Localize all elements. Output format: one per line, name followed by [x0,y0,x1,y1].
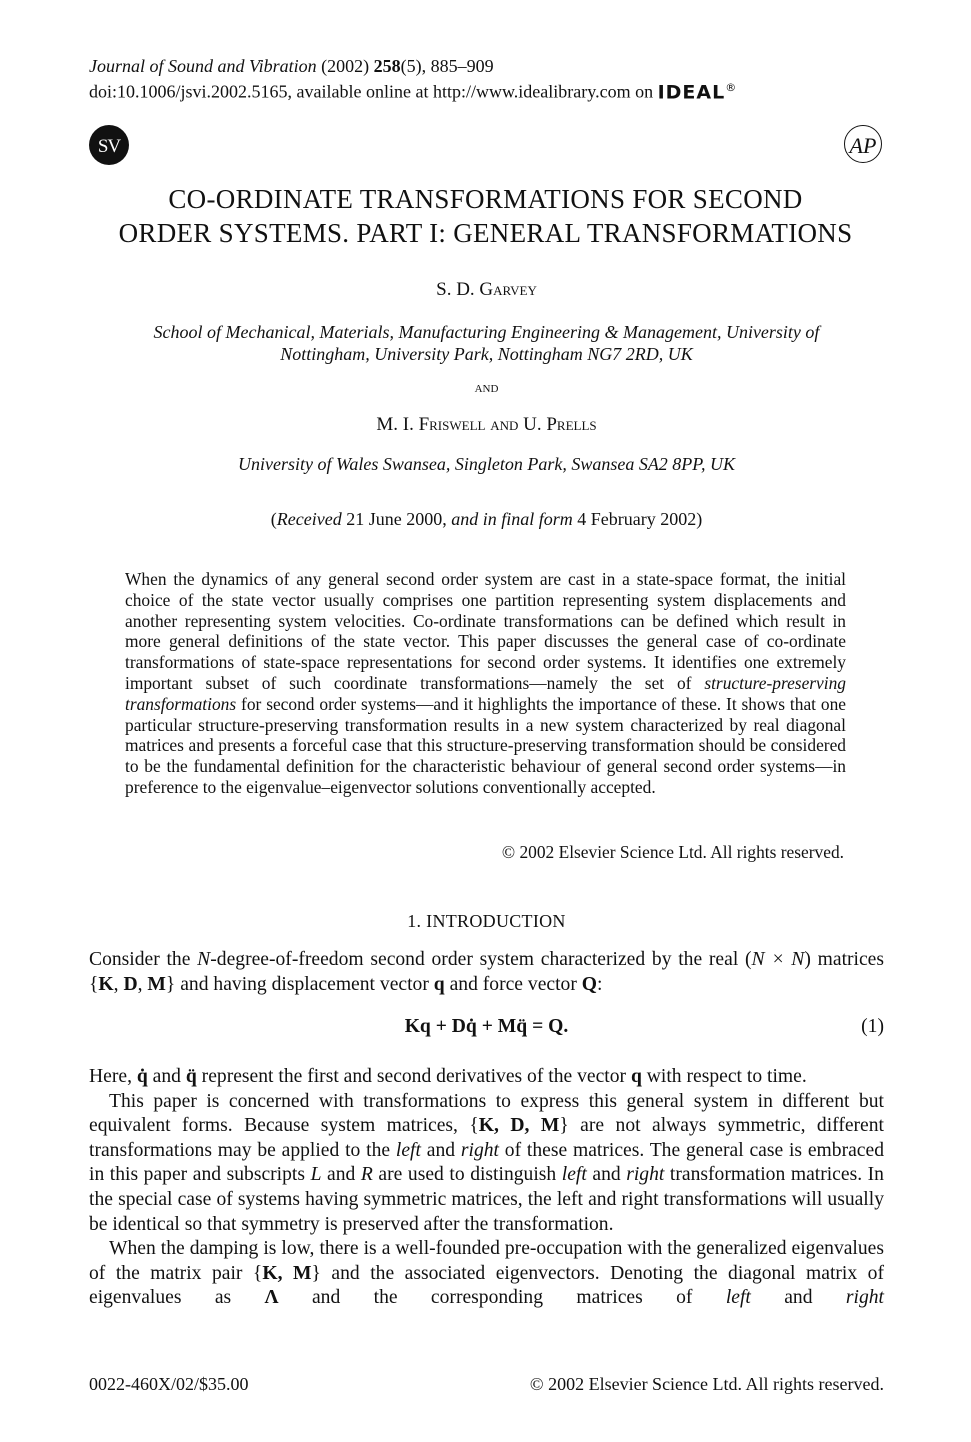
paper-title: CO-ORDINATE TRANSFORMATIONS FOR SECOND ORDER SYSTEMS. PART I: GENERAL TRANSFORMATIONS [118,184,853,248]
author-friswell-prells: M. I. Friswell and U. Prells [376,414,597,435]
paragraph-transformations: This paper is concerned with transformations to express this general system in different but equivalent forms. Because system matrices, {K, D, M} are not always symmetric, different transformations may be applied to the left and right of these matrices. The general case is embraced in this paper and subscripts L and R are used to distinguish left and right transformation matrices. In the special case of systems having symmetric matrices, the left and right transformations will usually be identical so that symmetry is preserved after the transformation. [89,1090,884,1235]
volume: 258 [373,56,401,76]
affiliation-nottingham: School of Mechanical, Materials, Manufacturing Engineering & Management, University of Nottingham, University Park, Nottingham NG7 2RD, UK [153,322,820,364]
equation-number: (1) [861,1016,884,1037]
affiliation-swansea: University of Wales Swansea, Singleton Park, Swansea SA2 8PP, UK [238,454,735,474]
footer-copyright: © 2002 Elsevier Science Ltd. All rights reserved. [529,1374,884,1394]
equation-expression: Kq + Dq̇ + Mq̈ = Q. [404,1016,569,1037]
author-garvey: S. D. Garvey [436,279,537,300]
section-heading: 1. INTRODUCTION [407,911,566,931]
paragraph-body [89,1065,884,1311]
journal-name: Journal of Sound and Vibration [89,56,317,76]
abstract: When the dynamics of any general second order system are cast in a state-space format, the initial choice of the state vector usually comprises one partition representing system displacements and another representing system velocities. Co-ordinate transformations can be defined which result in more general definitions of the state vector. This paper discusses the general case of co-ordinate transformations of state-space representations for second order systems. It identifies one extremely important subset of such coordinate transformations—namely the set of structure-preserving transformations for second order systems—and it highlights the importance of these. It shows that one particular structure-preserving transformation results in a new system characterized by real diagonal matrices and presents a forceful case that this structure-preserving transformation should be considered to be the fundamental definition for the characteristic behaviour of general second order systems—in preference to the eigenvalue–eigenvector solutions conventionally accepted. [125,569,846,797]
citation-line: Journal of Sound and Vibration (2002) 258(5), 885–909 [89,56,494,76]
journal-header [89,56,737,103]
sv-logo-icon: SV [89,125,129,165]
ap-logo-icon: AP [844,125,882,163]
and-separator: and [474,380,499,396]
doi-text: doi:10.1006/jsvi.2002.5165, available online at http://www.idealibrary.com on [89,81,658,102]
received-dates: (Received 21 June 2000, and in final form 4 February 2002) [270,509,703,529]
paragraph-derivatives: Here, q̇ and q̈ represent the first and second derivatives of the vector q with respect to time. [89,1066,807,1087]
ideal-logo: IDEAL® [657,81,738,104]
paragraph-intro: Consider the N-degree-of-freedom second order system characterized by the real (N × N) matrices {K, D, M} and having displacement vector q and force vector Q: [89,949,885,995]
footer-code: 0022-460X/02/$35.00 [89,1374,249,1394]
doi-line [89,77,737,103]
paragraph-damping: When the damping is low, there is a well-founded pre-occupation with the generalized eigenvalues of the matrix pair {K, M} and the associated eigenvectors. Denoting the diagonal matrix of eigenvalues as Λ and the corresponding matrices of left and right [89,1238,884,1309]
abstract-copyright: © 2002 Elsevier Science Ltd. All rights reserved. [501,842,844,862]
